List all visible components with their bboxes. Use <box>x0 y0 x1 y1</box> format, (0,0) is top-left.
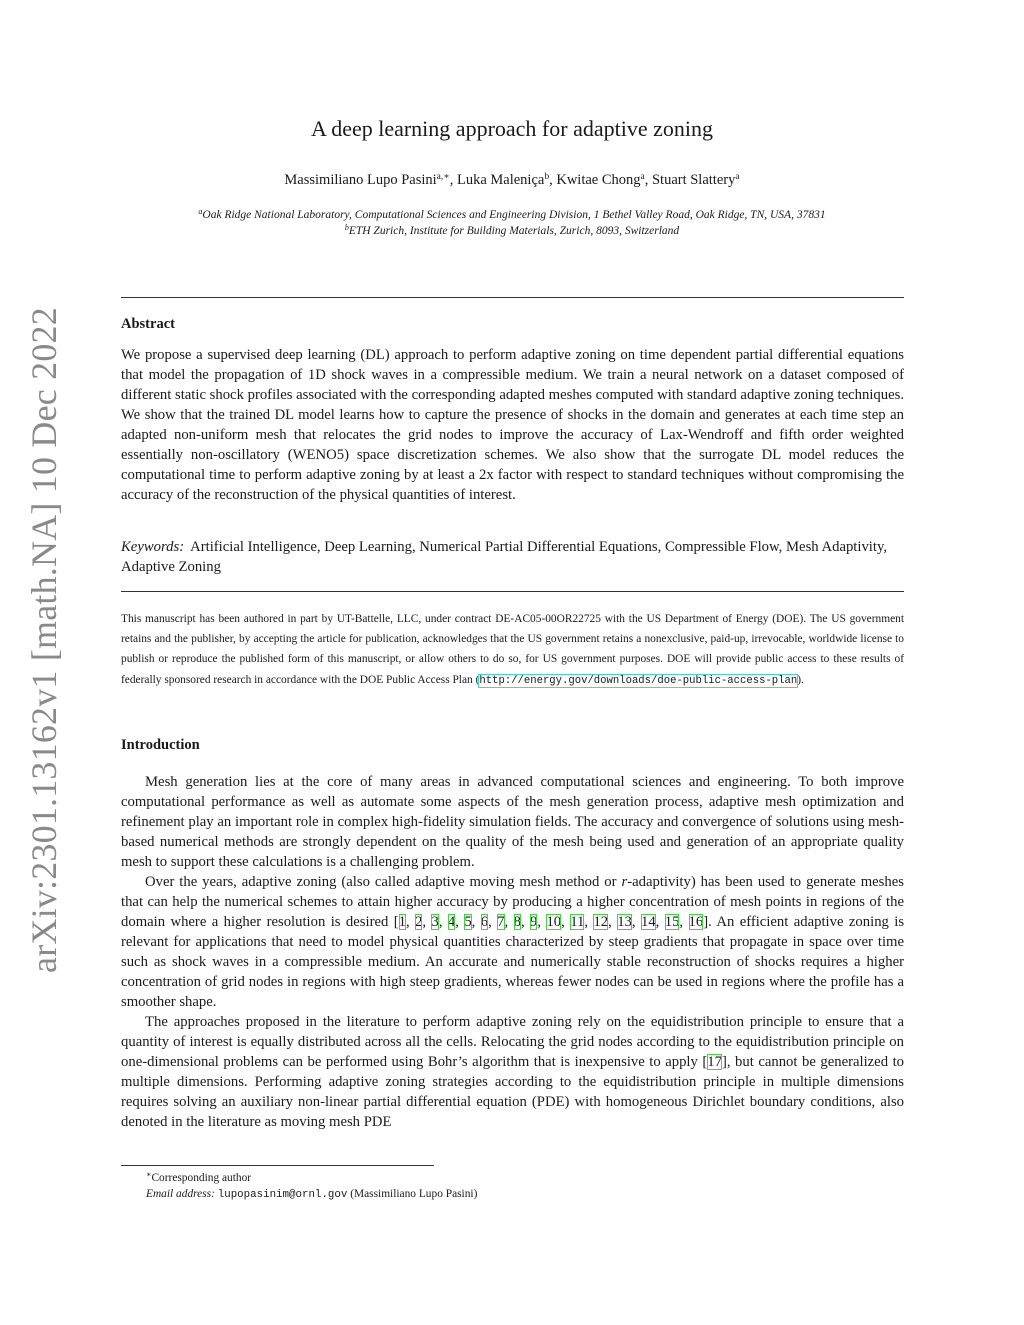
email-note: Email address: lupopasinim@ornl.gov (Massimiliano Lupo Pasini) <box>146 1188 478 1201</box>
affiliation-b: $^b$ETH Zurich, Institute for Building Materials, Zurich, 8093, Switzerland <box>344 223 680 237</box>
footnote <box>146 1170 477 1203</box>
citation-link[interactable]: 6 <box>480 914 489 930</box>
author-affil-mark: a,∗ <box>436 172 450 182</box>
citation-link[interactable]: 10 <box>546 914 562 930</box>
citation-link[interactable]: 17 <box>707 1054 722 1070</box>
citation-link[interactable]: 8 <box>513 914 521 930</box>
citation-link[interactable]: 1 <box>398 914 406 930</box>
top-divider <box>121 297 904 298</box>
doe-access-plan-link[interactable]: http://energy.gov/downloads/doe-public-access-plan <box>479 674 798 687</box>
citation-link[interactable]: 7 <box>497 914 505 930</box>
introduction-heading: Introduction <box>121 737 200 753</box>
author-list: Massimiliano Lupo Pasini$^{a,∗}$, Luka Maleniça$^b$, Kwitae Chong$^a$, Stuart Slattery$^a$ <box>284 172 740 188</box>
citation-link[interactable]: 4 <box>447 914 456 930</box>
paper-title: A deep learning approach for adaptive zoning <box>311 116 713 141</box>
author-name: Stuart Slattery <box>651 172 736 188</box>
intro-paragraph-1: Mesh generation lies at the core of many areas in advanced computational sciences and engineering. To both improve computational performance as well as automate some aspects of the mesh generation process, adaptive mesh optimization and refinement play an important role in complex high-fidelity simulation fields. The accuracy and convergence of solutions using mesh-based numerical methods are strongly dependent on the quality of the mesh being used and generation of an appropriate quality mesh to support these calculations is a challenging problem. <box>121 774 904 870</box>
footnote-divider <box>121 1165 434 1166</box>
keywords-label: Keywords: <box>121 539 185 555</box>
arxiv-identifier-stamp: arXiv:2301.13162v1 [math.NA] 10 Dec 2022 <box>24 307 64 973</box>
intro-paragraph-2: Over the years, adaptive zoning (also called adaptive moving mesh method or r-adaptivity) has been used to generate meshes that can help the numerical schemes to attain higher accuracy by producing a higher concentration of mesh points in regions of the domain where a higher resolution is desired [1, 2, 3, 4, 5, 6, 7, 8, 9, 10, 11, 12, 13, 14, 15, 16]. An efficient adaptive zoning is relevant for applications that need to model physical quantities characterized by steep gradients that propagate in space over time such as shock waves in a compressible medium. An accurate and numerically stable reconstruction of shocks requires a higher concentration of grid nodes in regions with high steep gradients, whereas fewer nodes can be used in regions where the profile has a smoother shape. <box>121 874 905 1010</box>
keywords-text: Artificial Intelligence, Deep Learning, Numerical Partial Differential Equations, Compressible Flow, Mesh Adaptivity, Adaptive Zoning <box>121 539 888 575</box>
keywords <box>121 537 904 577</box>
citation-link[interactable]: 16 <box>688 914 704 930</box>
citation-link[interactable]: 3 <box>431 914 439 930</box>
introduction-body <box>121 772 904 1132</box>
affiliation-list <box>0 207 1024 239</box>
citation-link[interactable]: 2 <box>415 914 423 930</box>
author-name: Kwitae Chong <box>556 172 641 188</box>
email-address[interactable]: lupopasinim@ornl.gov <box>217 1189 348 1201</box>
author-name: Luka Maleniça <box>456 172 545 188</box>
citation-link[interactable]: 13 <box>617 914 632 930</box>
intro-paragraph-3: The approaches proposed in the literature to perform adaptive zoning rely on the equidistribution principle to ensure that a quantity of interest is equally distributed across all the cells. Relocating the grid nodes according to the equidistribution principle on one-dimensional problems can be performed using Bohr’s algorithm that is inexpensive to apply [17], but cannot be generalized to multiple dimensions. Performing adaptive zoning strategies according to the equidistribution principle in multiple dimensions requires solving an auxiliary non-linear partial differential equation (PDE) with homogeneous Dirichlet boundary conditions, also denoted in the literature as moving mesh PDE <box>121 1014 904 1130</box>
citation-link[interactable]: 9 <box>530 914 538 930</box>
citation-link[interactable]: 11 <box>570 914 585 930</box>
author-affil-mark: a <box>735 172 740 182</box>
citation-link[interactable]: 14 <box>640 914 656 930</box>
citation-link[interactable]: 12 <box>593 914 609 930</box>
corresponding-author-note: ∗Corresponding author <box>146 1170 252 1184</box>
bottom-divider <box>121 591 904 592</box>
author-affil-mark: a <box>640 172 645 182</box>
abstract-text: We propose a supervised deep learning (DL) approach to perform adaptive zoning on time dependent partial differential equations that model the propagation of 1D shock waves in a compressible medium. We train a neural network on a dataset composed of different static shock profiles associated with the corresponding adapted meshes computed with standard adaptive zoning techniques. We show that the trained DL model learns how to capture the presence of shocks in the domain and generates at each time step an adapted non-uniform mesh that relocates the grid nodes to improve the accuracy of Lax-Wendroff and fifth order weighted essentially non-oscillatory (WENO5) space discretization schemes. We also show that the surrogate DL model reduces the computational time to perform adaptive zoning by at least a 2x factor with respect to standard techniques without compromising the accuracy of the reconstruction of the physical quantities of interest. <box>121 347 904 503</box>
author-name: Massimiliano Lupo Pasini <box>284 172 437 188</box>
citation-link[interactable]: 15 <box>664 914 680 930</box>
affiliation-a: $^a$Oak Ridge National Laboratory, Computational Sciences and Engineering Division, 1 Bethel Valley Road, Oak Ridge, TN, USA, 37831 <box>198 207 826 221</box>
abstract-heading: Abstract <box>121 316 175 332</box>
citation-link[interactable]: 5 <box>464 914 472 930</box>
author-affil-mark: b <box>544 172 550 182</box>
doe-notice: This manuscript has been authored in part by UT-Battelle, LLC, under contract DE-AC05-00OR22725 with the US Department of Energy (DOE). The US government retains and the publisher, by accepting the article for publication, acknowledges that the US government retains a nonexclusive, paid-up, irrevocable, worldwide license to publish or reproduce the published form of this manuscript, or allow others to do so, for US government purposes. DOE will provide public access to these results of federally sponsored research in accordance with the DOE Public Access Plan (http://energy.gov/downloads/doe-public-access-plan). <box>121 613 904 687</box>
